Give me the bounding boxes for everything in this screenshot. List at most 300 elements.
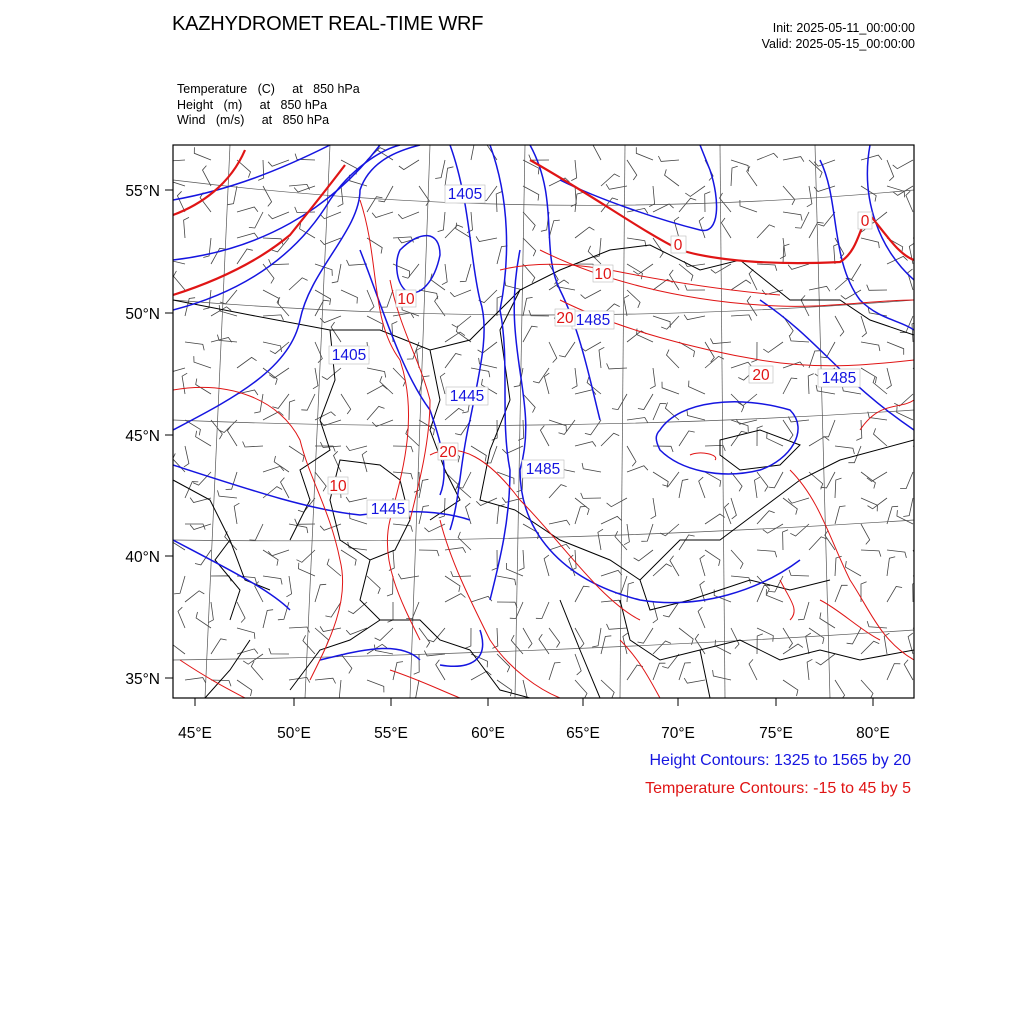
- wind-barb: [367, 290, 374, 311]
- wind-barb: [847, 628, 861, 644]
- wind-barb: [452, 316, 471, 327]
- wind-barb: [263, 576, 282, 585]
- wind-barb: [679, 663, 691, 680]
- wind-barb: [731, 315, 752, 321]
- wind-barb: [549, 220, 560, 238]
- wind-barb: [887, 557, 895, 576]
- wind-barb: [263, 186, 272, 206]
- wind-barb: [228, 186, 237, 205]
- wind-barb: [783, 530, 789, 550]
- wind-barb: [814, 160, 835, 166]
- wind-barb: [689, 381, 705, 394]
- wind-barb: [808, 374, 814, 394]
- wind-barb: [536, 602, 549, 619]
- svg-text:20: 20: [752, 367, 770, 384]
- wind-barb: [237, 233, 258, 238]
- wind-barb: [674, 217, 679, 238]
- height-label: [367, 500, 409, 518]
- wind-barb: [884, 633, 889, 654]
- wind-barb: [460, 264, 471, 282]
- wind-barb: [636, 147, 653, 160]
- wind-barb: [367, 368, 386, 378]
- wind-barb: [399, 160, 419, 170]
- wind-barb: [861, 680, 873, 699]
- wind-barb: [497, 602, 517, 608]
- wind-barb: [861, 155, 882, 160]
- wind-barb: [274, 456, 289, 472]
- wind-barb: [581, 290, 601, 299]
- wind-barb: [835, 478, 842, 498]
- lon-label-50: 50°E: [277, 725, 311, 742]
- wind-barb: [575, 227, 594, 238]
- wind-barb: [211, 639, 227, 654]
- wind-barb: [801, 295, 809, 316]
- wind-barb: [164, 368, 185, 373]
- wind-barb: [458, 532, 471, 550]
- wind-barb: [523, 238, 536, 256]
- wind-barb: [505, 280, 523, 290]
- wind-barb: [627, 582, 634, 602]
- wind-barb: [549, 663, 561, 681]
- wind-barb: [592, 628, 601, 647]
- wind-barb: [289, 278, 308, 290]
- wind-barb: [289, 524, 308, 533]
- wind-barb: [913, 446, 930, 459]
- wind-barb: [873, 377, 887, 394]
- wind-barb: [615, 531, 627, 550]
- wind-barb: [471, 141, 480, 160]
- svg-text:20: 20: [439, 444, 457, 461]
- wind-barb: [362, 451, 367, 472]
- wind-barb: [887, 550, 906, 558]
- wind-barb: [393, 662, 403, 680]
- height-label: [818, 369, 860, 387]
- wind-barb: [698, 607, 705, 628]
- wind-barb: [913, 572, 934, 577]
- svg-text:20: 20: [556, 310, 574, 327]
- wind-barb: [658, 156, 679, 161]
- wind-barb: [289, 627, 310, 633]
- wind-barb: [809, 286, 830, 291]
- wind-barb: [492, 550, 498, 570]
- wind-barb: [607, 363, 627, 369]
- wind-barb: [705, 514, 725, 524]
- wind-barb: [809, 437, 829, 446]
- wind-barb: [367, 385, 387, 394]
- wind-barb: [272, 394, 289, 408]
- wind-barb: [820, 342, 835, 358]
- svg-text:1485: 1485: [575, 312, 611, 329]
- wind-barb: [705, 342, 714, 362]
- wind-barb: [322, 368, 341, 380]
- wind-barb: [178, 607, 185, 628]
- wind-barb: [624, 295, 629, 316]
- wind-barb: [523, 264, 535, 283]
- wind-barb: [211, 576, 231, 582]
- lon-label-55: 55°E: [374, 725, 408, 742]
- wind-barb: [627, 160, 637, 180]
- wind-barb: [263, 466, 284, 472]
- wind-barb: [313, 368, 318, 389]
- wind-barb: [861, 316, 867, 337]
- wind-barb: [571, 160, 576, 181]
- wind-barb: [731, 550, 743, 569]
- svg-text:10: 10: [397, 291, 415, 308]
- wind-barb: [519, 550, 525, 571]
- wind-barb: [263, 550, 278, 566]
- wind-barb: [816, 654, 835, 665]
- wind-barb: [258, 160, 264, 180]
- wind-barb: [387, 576, 393, 596]
- wind-barb: [581, 342, 601, 351]
- wind-barb: [679, 198, 696, 212]
- svg-text:1405: 1405: [447, 186, 483, 203]
- wind-barb: [747, 296, 757, 316]
- wind-barb: [783, 186, 795, 205]
- lon-label-80: 80°E: [856, 725, 890, 742]
- wind-barb: [315, 678, 336, 683]
- wind-barb: [699, 217, 705, 238]
- wind-barb: [174, 576, 185, 594]
- wind-barb: [445, 354, 462, 369]
- wind-barb: [783, 378, 797, 394]
- wind-barb: [807, 186, 812, 207]
- wind-barb: [874, 428, 888, 446]
- wind-barb: [861, 641, 879, 654]
- wind-barb: [835, 446, 854, 454]
- height-contours: [173, 145, 914, 666]
- wind-barb: [757, 511, 775, 524]
- wind-barb: [755, 477, 760, 498]
- wind-barb: [559, 420, 576, 434]
- wind-barb: [861, 238, 879, 248]
- temperature-field-label: Temperature (C) at 850 hPa: [177, 82, 360, 96]
- wind-barb: [601, 680, 614, 698]
- wind-barb: [465, 628, 471, 648]
- wind-barb: [289, 446, 304, 462]
- wind-barb: [286, 576, 291, 597]
- wind-barb: [497, 680, 512, 696]
- wind-barb: [867, 472, 887, 481]
- wind-barb: [582, 463, 601, 472]
- wind-barb: [268, 550, 289, 556]
- wind-barb: [559, 342, 575, 357]
- wind-barb: [823, 420, 836, 437]
- wind-barb: [653, 204, 674, 212]
- wind-barb: [581, 493, 601, 499]
- wind-barb: [184, 446, 189, 467]
- wind-barb: [599, 347, 604, 368]
- init-time: Init: 2025-05-11_00:00:00: [772, 21, 915, 35]
- wind-barb: [334, 680, 341, 700]
- wind-barb: [627, 665, 643, 680]
- wind-barb: [523, 326, 538, 342]
- wind-barb: [540, 426, 549, 446]
- wind-barb: [367, 406, 385, 420]
- wind-barb: [653, 641, 671, 654]
- wind-barb: [497, 576, 516, 585]
- wind-barb: [445, 167, 453, 186]
- wind-barb: [731, 498, 736, 519]
- wind-barb: [653, 663, 665, 680]
- wind-barb: [438, 212, 445, 232]
- wind-barb: [575, 628, 584, 648]
- wind-barb: [341, 290, 357, 304]
- wind-barb: [783, 212, 802, 221]
- wind-barb: [346, 446, 367, 451]
- wind-barb: [341, 394, 351, 414]
- wind-barb: [627, 290, 640, 308]
- wind-barb: [731, 576, 751, 583]
- wind-barb: [445, 408, 464, 420]
- wind-barb: [897, 406, 913, 420]
- wind-barb: [476, 236, 497, 241]
- wind-barb: [497, 505, 505, 525]
- wind-barb: [649, 186, 654, 207]
- wind-barb: [835, 506, 846, 524]
- map-title: KAZHYDROMET REAL-TIME WRF: [172, 13, 484, 35]
- temperature-label: [671, 236, 686, 254]
- wind-barb: [440, 373, 445, 394]
- wind-barb: [332, 264, 341, 283]
- wind-barb: [783, 244, 789, 264]
- wind-barb: [731, 160, 749, 172]
- wind-barb: [263, 290, 279, 304]
- wind-barb: [641, 524, 653, 541]
- svg-text:10: 10: [329, 478, 347, 495]
- wind-barb: [393, 446, 413, 452]
- wind-barb: [679, 628, 693, 645]
- wind-barb: [451, 571, 471, 577]
- wind-barb: [218, 490, 238, 498]
- wind-barb: [226, 472, 237, 490]
- wind-barb: [757, 264, 777, 271]
- wind-barb: [544, 555, 549, 576]
- wind-barb: [220, 290, 237, 304]
- wind-barb: [185, 342, 204, 350]
- wind-barb: [194, 356, 211, 368]
- wind-barb: [502, 446, 523, 453]
- lon-label-75: 75°E: [759, 725, 793, 742]
- wind-barb: [598, 529, 603, 550]
- wind-barb: [612, 394, 627, 410]
- wind-barb: [789, 570, 809, 576]
- temperature-label: [438, 443, 458, 461]
- wind-barb: [763, 342, 783, 352]
- wind-barb: [638, 628, 654, 643]
- wind-barb: [544, 373, 549, 394]
- temperature-label: [396, 290, 416, 308]
- wind-barb: [575, 506, 586, 524]
- wind-barb: [651, 498, 656, 519]
- wind-barb: [393, 313, 414, 318]
- wind-barb: [900, 472, 913, 489]
- wind-barb: [243, 442, 263, 448]
- wind-barb: [436, 660, 445, 680]
- wind-barb: [523, 186, 539, 201]
- wind-barb: [398, 212, 419, 219]
- wind-barb: [861, 550, 881, 557]
- wind-barb: [705, 192, 711, 212]
- wind-barb: [203, 166, 212, 186]
- wind-barb: [456, 326, 471, 342]
- wind-barb: [346, 497, 367, 502]
- wind-barb: [549, 628, 560, 648]
- wind-barb: [798, 602, 809, 620]
- wind-barb: [269, 648, 289, 654]
- wind-barb: [788, 264, 809, 269]
- wind-barb: [281, 478, 290, 498]
- wind-barb: [684, 315, 705, 320]
- wind-barb: [549, 520, 570, 525]
- wind-barb: [887, 587, 902, 603]
- wind-barb: [237, 207, 258, 212]
- wind-barb: [705, 445, 725, 451]
- wind-barb: [790, 524, 809, 536]
- wind-barb: [736, 419, 757, 424]
- height-label: [446, 387, 488, 405]
- height-label: [572, 311, 614, 329]
- wind-barb: [445, 548, 466, 553]
- wind-barb: [234, 503, 239, 524]
- wind-barb: [419, 550, 439, 556]
- wind-barb: [679, 535, 695, 550]
- wind-barb: [575, 680, 587, 699]
- wind-barb: [237, 357, 257, 368]
- wind-barb: [173, 453, 185, 472]
- wind-barb: [549, 342, 557, 363]
- wind-barb: [913, 628, 929, 643]
- wind-barb: [177, 191, 185, 212]
- wind-barb: [684, 678, 705, 683]
- wind-barb: [653, 564, 672, 576]
- temperature-label: [555, 309, 575, 327]
- wind-barb: [315, 584, 326, 602]
- wind-barb: [184, 217, 189, 238]
- wind-barb: [705, 356, 724, 368]
- wind-barb: [496, 192, 502, 212]
- wind-barb: [627, 418, 648, 423]
- wind-barb: [757, 550, 777, 557]
- wind-barb: [685, 186, 705, 196]
- wind-barb: [575, 654, 581, 675]
- wind-barb: [662, 382, 679, 394]
- wind-barb: [196, 431, 211, 446]
- wind-barb: [731, 472, 742, 491]
- wind-barb: [380, 376, 393, 394]
- wind-barb: [627, 446, 636, 466]
- wind-barb: [731, 394, 744, 412]
- wind-barb: [887, 368, 892, 389]
- wind-barb: [575, 193, 583, 213]
- wind-barb: [185, 678, 206, 683]
- wind-barb: [749, 659, 757, 680]
- wind-barb: [393, 472, 413, 479]
- wind-barb: [788, 498, 809, 503]
- wind-barb: [653, 602, 658, 623]
- wind-barb: [887, 664, 900, 680]
- wind-barb: [424, 651, 445, 656]
- wind-barb: [165, 156, 186, 162]
- wind-barb: [419, 479, 428, 498]
- wind-barb: [601, 570, 622, 576]
- wind-barb: [254, 394, 263, 413]
- wind-barb: [263, 610, 273, 628]
- wind-barb: [710, 338, 731, 343]
- temperature-contours: [173, 150, 914, 698]
- lon-label-60: 60°E: [471, 725, 505, 742]
- wind-barb: [906, 191, 913, 212]
- wind-field-label: Wind (m/s) at 850 hPa: [177, 113, 330, 127]
- wind-barb: [466, 503, 472, 524]
- svg-text:1445: 1445: [370, 501, 406, 518]
- wind-barb: [185, 591, 204, 602]
- wind-barb: [809, 537, 827, 550]
- wind-barb: [757, 472, 768, 492]
- wind-barb: [638, 394, 653, 410]
- wind-barb: [783, 316, 793, 336]
- wind-barb: [410, 680, 419, 699]
- wind-barb: [913, 368, 925, 387]
- height-label: [445, 185, 485, 203]
- wind-barb: [492, 420, 498, 440]
- wind-barb: [731, 628, 739, 649]
- wind-barb: [908, 269, 913, 290]
- wind-barb: [237, 649, 258, 654]
- wind-barb: [402, 264, 419, 278]
- wind-barb: [780, 238, 785, 259]
- wind-barb: [439, 498, 445, 518]
- temperature-contour-legend: Temperature Contours: -15 to 45 by 5: [645, 780, 911, 797]
- wind-barb: [700, 555, 705, 576]
- wind-barb: [529, 155, 549, 161]
- wind-barb: [389, 550, 394, 571]
- wind-barb: [627, 466, 648, 472]
- wind-barb: [601, 174, 620, 186]
- wind-barb: [575, 586, 590, 602]
- wind-barb: [442, 264, 447, 285]
- wind-barb: [518, 420, 524, 440]
- height-contour-legend: Height Contours: 1325 to 1565 by 20: [649, 752, 911, 769]
- wind-barb: [471, 671, 491, 680]
- wind-barb: [887, 160, 894, 181]
- wind-barb: [367, 576, 380, 594]
- wind-barb: [783, 420, 793, 440]
- svg-text:0: 0: [673, 237, 683, 254]
- wind-barb: [378, 145, 393, 161]
- wind-barb: [650, 368, 655, 389]
- temperature-label: [858, 212, 872, 230]
- wind-barb: [738, 394, 757, 406]
- wind-barb: [624, 524, 629, 545]
- wind-barb: [294, 186, 315, 192]
- height-label: [329, 346, 369, 364]
- wind-barb: [835, 585, 848, 602]
- lon-label-70: 70°E: [661, 725, 695, 742]
- wind-barb: [549, 420, 566, 432]
- wind-barb: [783, 680, 798, 696]
- wind-barb: [897, 510, 913, 524]
- svg-text:10: 10: [594, 266, 612, 283]
- wind-barb: [174, 271, 186, 290]
- wind-barb: [327, 559, 341, 576]
- wind-barb: [381, 290, 393, 307]
- wind-barb: [699, 477, 705, 498]
- wind-barb: [478, 342, 497, 353]
- wind-barb: [445, 576, 460, 592]
- wind-barb: [585, 420, 601, 435]
- lon-label-45: 45°E: [178, 725, 212, 742]
